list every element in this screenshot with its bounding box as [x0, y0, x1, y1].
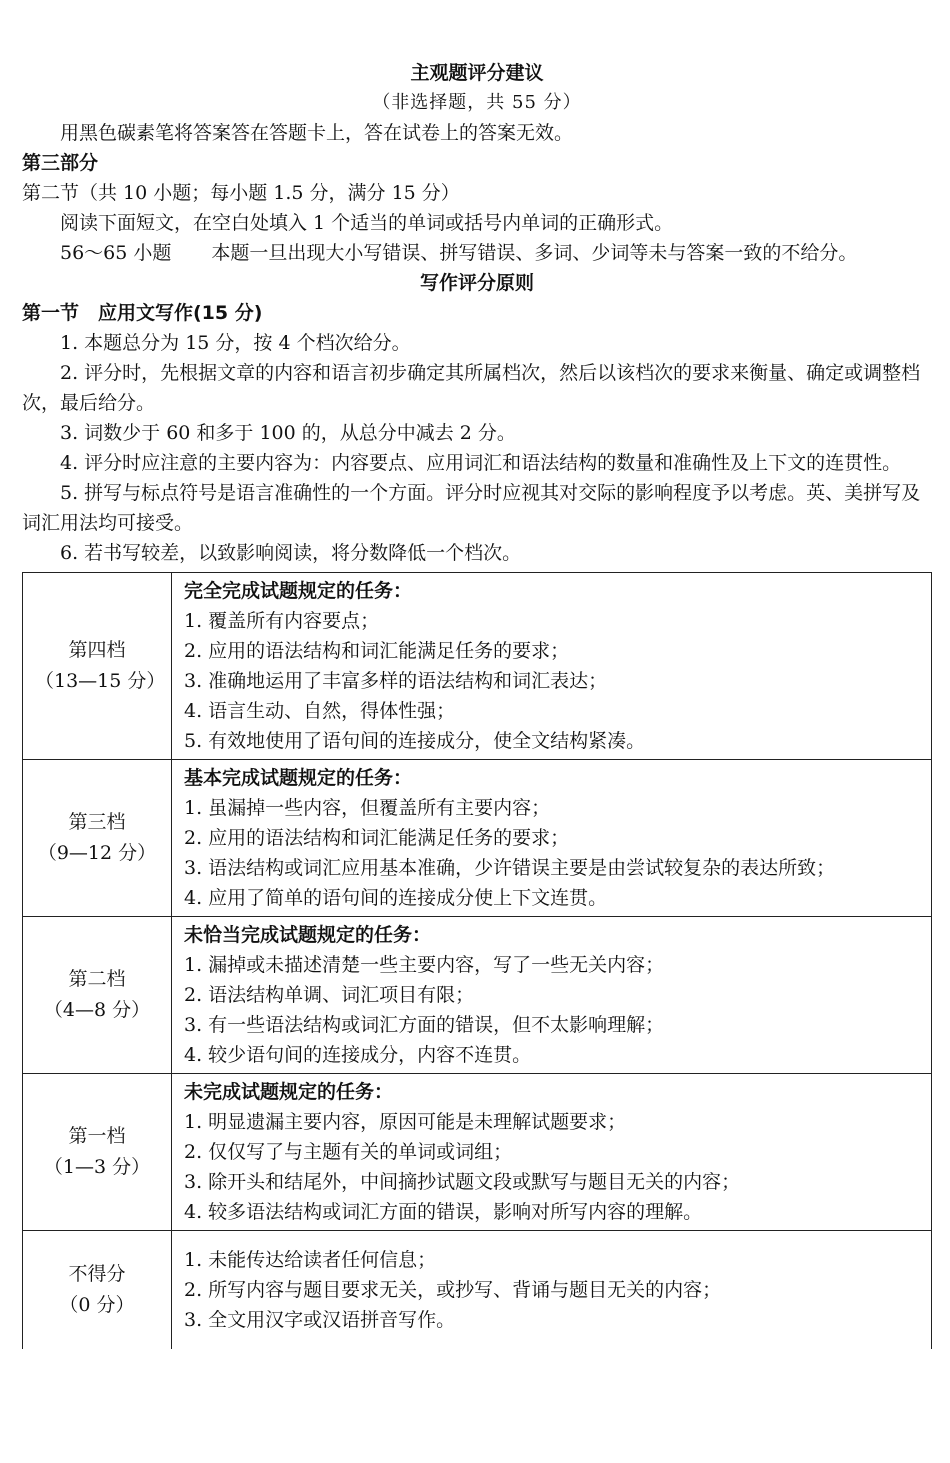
grade-criterion: 3. 语法结构或词汇应用基本准确，少许错误主要是由尝试较复杂的表达所致；	[184, 857, 836, 879]
rule-item: 2. 评分时，先根据文章的内容和语言初步确定其所属档次，然后以该档次的要求来衡量、确定或调整档次，最后给分。	[22, 362, 921, 414]
grade-criterion: 5. 有效地使用了语句间的连接成分，使全文结构紧凑。	[184, 730, 646, 752]
grade-criterion: 4. 较多语法结构或词汇方面的错误，影响对所写内容的理解。	[184, 1201, 703, 1223]
grade-row	[23, 917, 932, 1074]
grade-level-cell	[23, 573, 172, 760]
grade-level: 第三档	[68, 811, 126, 833]
grade-level: 不得分	[68, 1263, 126, 1285]
grade-criterion: 1. 虽漏掉一些内容，但覆盖所有主要内容；	[184, 797, 551, 819]
grade-criterion: 4. 语言生动、自然，得体性强；	[184, 700, 456, 722]
page-title: 主观题评分建议	[410, 62, 544, 84]
grade-criterion: 3. 有一些语法结构或词汇方面的错误，但不太影响理解；	[184, 1014, 665, 1036]
grade-range: （9—12 分）	[37, 842, 157, 864]
rule-item: 3. 词数少于 60 和多于 100 的，从总分中减去 2 分。	[60, 422, 516, 444]
writing-title: 写作评分原则	[419, 272, 534, 294]
grade-row	[23, 1074, 932, 1231]
grade-head: 完全完成试题规定的任务：	[184, 580, 413, 602]
section2-directions: 阅读下面短文，在空白处填入 1 个适当的单词或括号内单词的正确形式。	[60, 212, 674, 234]
grade-level: 第二档	[68, 968, 126, 990]
grade-level-cell	[23, 917, 172, 1074]
grade-criterion: 1. 漏掉或未描述清楚一些主要内容，写了一些无关内容；	[184, 954, 665, 976]
questions-rule: 本题一旦出现大小写错误、拼写错误、多词、少词等未与答案一致的不给分。	[211, 242, 858, 264]
grade-criterion: 1. 覆盖所有内容要点；	[184, 610, 380, 632]
answer-instruction: 用黑色碳素笔将答案答在答题卡上，答在试卷上的答案无效。	[60, 122, 574, 144]
part3-heading: 第三部分	[22, 152, 99, 174]
grade-criterion: 4. 应用了简单的语句间的连接成分使上下文连贯。	[184, 887, 608, 909]
grade-range: （1—3 分）	[43, 1156, 151, 1178]
questions-rule-line	[22, 238, 932, 268]
grade-head: 未完成试题规定的任务：	[184, 1081, 394, 1103]
grade-criterion: 1. 明显遗漏主要内容，原因可能是未理解试题要求；	[184, 1111, 627, 1133]
section2-heading: 第二节（共 10 小题；每小题 1.5 分，满分 15 分）	[22, 182, 460, 204]
grade-description-cell	[172, 573, 932, 760]
rule-item: 5. 拼写与标点符号是语言准确性的一个方面。评分时应视其对交际的影响程度予以考虑。英、美拼写及词汇用法均可接受。	[22, 482, 921, 534]
grade-criterion: 3. 准确地运用了丰富多样的语法结构和词汇表达；	[184, 670, 608, 692]
grade-criterion: 2. 应用的语法结构和词汇能满足任务的要求；	[184, 827, 570, 849]
grade-row	[23, 573, 932, 760]
questions-label: 56～65 小题	[60, 242, 172, 264]
document-page	[22, 58, 932, 1349]
grade-criterion: 2. 仅仅写了与主题有关的单词或词组；	[184, 1141, 513, 1163]
grade-level-cell	[23, 1231, 172, 1350]
grade-criterion: 2. 应用的语法结构和词汇能满足任务的要求；	[184, 640, 570, 662]
grade-row	[23, 760, 932, 917]
grade-range: （0 分）	[59, 1294, 135, 1316]
grade-criterion: 4. 较少语句间的连接成分，内容不连贯。	[184, 1044, 532, 1066]
grade-level: 第四档	[68, 639, 126, 661]
rule-item: 6. 若书写较差，以致影响阅读，将分数降低一个档次。	[60, 542, 522, 564]
grade-range: （13—15 分）	[35, 670, 166, 692]
rule-item: 1. 本题总分为 15 分，按 4 个档次给分。	[60, 332, 411, 354]
grade-head: 基本完成试题规定的任务：	[184, 767, 413, 789]
grade-description-cell	[172, 1231, 932, 1350]
grade-level: 第一档	[68, 1125, 126, 1147]
grade-criterion: 1. 未能传达给读者任何信息；	[184, 1249, 437, 1271]
grade-description-cell	[172, 760, 932, 917]
rule-item: 4. 评分时应注意的主要内容为：内容要点、应用词汇和语法结构的数量和准确性及上下文的连贯性。	[60, 452, 902, 474]
grade-criterion: 3. 全文用汉字或汉语拼音写作。	[184, 1309, 456, 1331]
grade-head: 未恰当完成试题规定的任务：	[184, 924, 432, 946]
grade-row	[23, 1231, 932, 1350]
grade-level-cell	[23, 760, 172, 917]
grade-criterion: 2. 所写内容与题目要求无关，或抄写、背诵与题目无关的内容；	[184, 1279, 722, 1301]
page-subtitle: （非选择题，共 55 分）	[372, 92, 582, 113]
grade-criterion: 3. 除开头和结尾外，中间摘抄试题文段或默写与题目无关的内容；	[184, 1171, 741, 1193]
grade-description-cell	[172, 917, 932, 1074]
grading-table	[22, 572, 932, 1349]
section1-heading: 第一节 应用文写作(15 分)	[22, 302, 263, 324]
grade-level-cell	[23, 1074, 172, 1231]
grade-description-cell	[172, 1074, 932, 1231]
grade-criterion: 2. 语法结构单调、词汇项目有限；	[184, 984, 475, 1006]
grade-range: （4—8 分）	[43, 999, 151, 1021]
